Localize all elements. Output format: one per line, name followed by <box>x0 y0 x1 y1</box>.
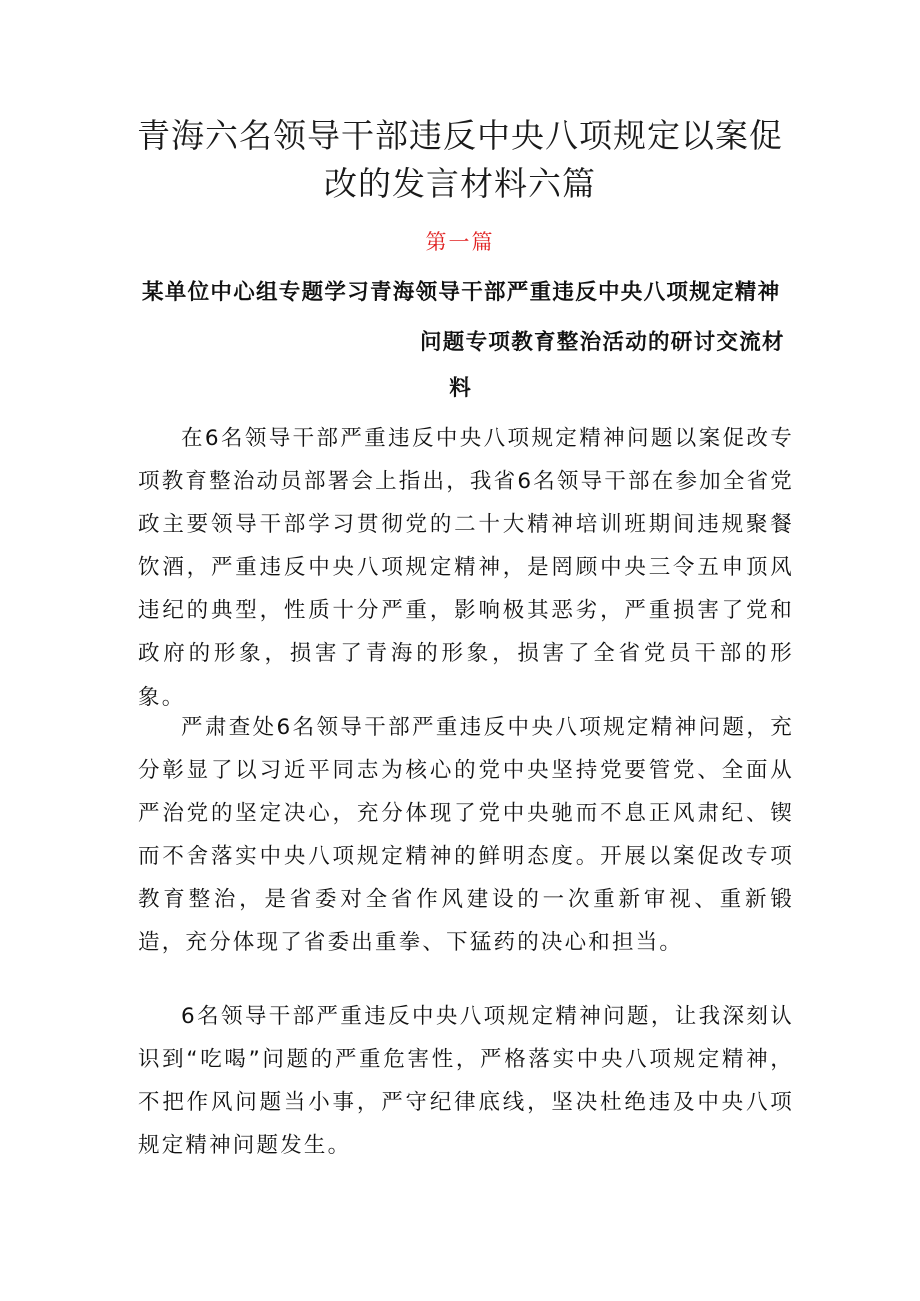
document-title-line-1: 青海六名领导干部违反中央八项规定以案促 <box>137 116 783 155</box>
document-title-line-2: 改的发言材料六篇 <box>324 164 596 203</box>
section-label: 第一篇 <box>425 230 495 254</box>
subtitle-line-3: 料 <box>449 376 471 401</box>
subtitle-line-2: 问题专项教育整治活动的研讨交流材 <box>420 330 785 355</box>
body-paragraph-2: 严肃查处6名领导干部严重违反中央八项规定精神问题，充分彰显了以习近平同志为核心的党中央坚持党要管党、全面从严治党的坚定决心，充分体现了党中央驰而不息正风肃纪、锲而不舍落实中央八项规定精神的鲜明态度。开展以案促改专项教育整治，是省委对全省作风建设的一次重新审视、重新锻造，充分体现了省委出重拳、下猛药的决心和担当。 <box>138 715 794 956</box>
body-paragraph-3: 6名领导干部严重违反中央八项规定精神问题，让我深刻认识到“吃喝”问题的严重危害性，严格落实中央八项规定精神，不把作风问题当小事，严守纪律底线，坚决杜绝违及中央八项规定精神问题发生。 <box>138 1004 794 1159</box>
subtitle-line-1: 某单位中心组专题学习青海领导干部严重违反中央八项规定精神 <box>142 280 781 305</box>
body-paragraph-1: 在6名领导干部严重违反中央八项规定精神问题以案促改专项教育整治动员部署会上指出，我省6名领导干部在参加全省党政主要领导干部学习贯彻党的二十大精神培训班期间违规聚餐饮酒，严重违反中央八项规定精神，是罔顾中央三令五申顶风违纪的典型，性质十分严重，影响极其恶劣，严重损害了党和政府的形象，损害了青海的形象，损害了全省党员干部的形象。 <box>138 426 794 710</box>
